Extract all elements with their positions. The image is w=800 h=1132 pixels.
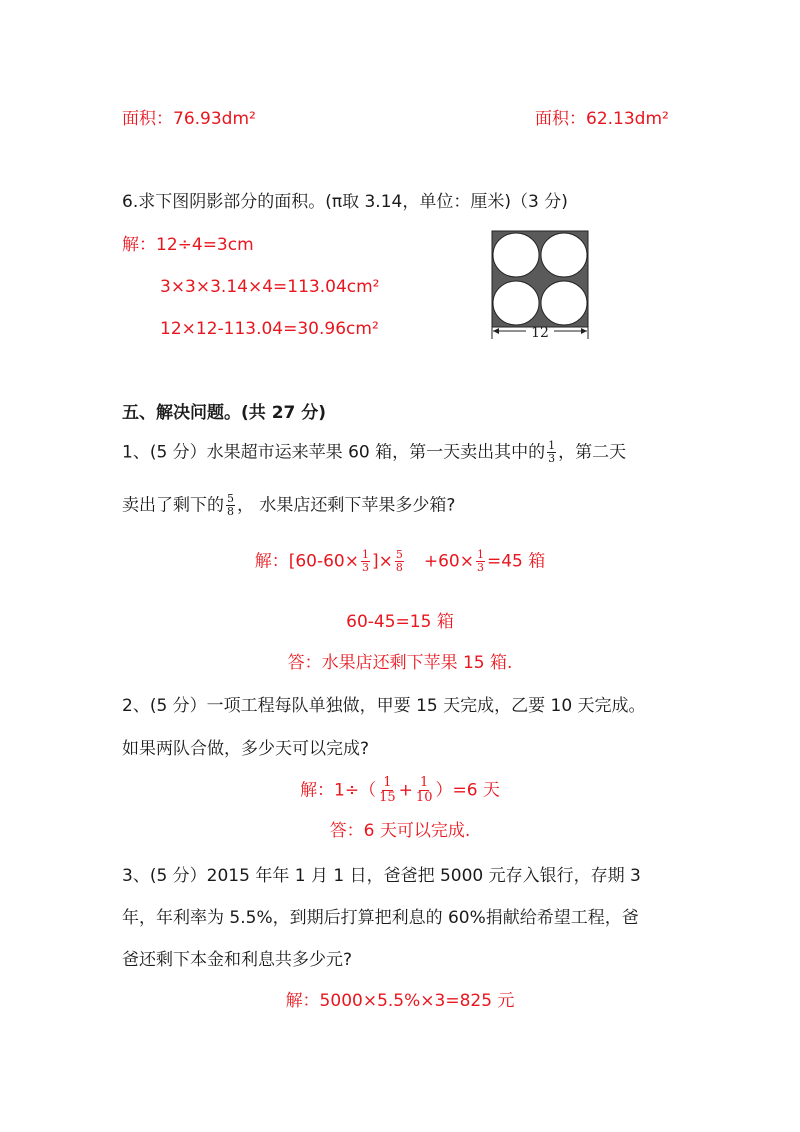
solution-fraction: $\frac{5}{8}$ — [395, 548, 403, 574]
p3-line1: 3、(5 分）2015 年年 1 月 1 日，爸爸把 5000 元存入银行，存期 3 — [122, 866, 641, 886]
p2-line1: 2、(5 分）一项工程每队单独做，甲要 15 天完成，乙要 10 天完成。 — [122, 696, 646, 716]
p1-fraction-five-eighths: $\frac{5}{8}$ — [227, 492, 234, 518]
figure-circle — [541, 281, 587, 325]
p1-answer: 答：水果店还剩下苹果 15 箱. — [287, 653, 513, 673]
p1-fraction-one-third: $\frac{1}{3}$ — [548, 439, 556, 465]
solution-fraction: $\frac{1}{3}$ — [477, 548, 484, 574]
p3-line3: 爸还剩下本金和利息共多少元? — [122, 950, 353, 970]
p1-line2 — [122, 493, 455, 518]
shaded-area-figure — [488, 228, 592, 340]
q6-prompt: 6.求下图阴影部分的面积。(π取 3.14，单位：厘米)（3 分) — [122, 192, 568, 212]
q6-solution-line3: 12×12-113.04=30.96cm² — [160, 319, 379, 339]
area-result-left: 面积：76.93dm² — [122, 109, 256, 129]
p3-line2: 年，年利率为 5.5%，到期后打算把利息的 60%捐献给希望工程，爸 — [122, 908, 639, 928]
figure-circle — [493, 281, 539, 325]
dimension-label: 12 — [531, 325, 549, 340]
area-result-right: 面积：62.13dm² — [535, 109, 669, 129]
p1-text-d: ， 水果店还剩下苹果多少箱? — [237, 495, 456, 516]
p3-solution: 解：5000×5.5%×3=825 元 — [285, 991, 515, 1011]
p2-answer: 答：6 天可以完成. — [329, 821, 471, 841]
solution-fraction: $\frac{1}{3}$ — [361, 548, 369, 574]
solution-fraction: $\frac{1}{15}$ — [379, 775, 396, 805]
arrow-right-icon — [581, 328, 587, 334]
solution-fraction: $\frac{1}{10}$ — [415, 775, 433, 805]
p2-line2: 如果两队合做，多少天可以完成? — [122, 739, 370, 759]
q6-solution-line2: 3×3×3.14×4=113.04cm² — [160, 277, 380, 297]
p1-line1 — [122, 440, 626, 465]
figure-circle — [541, 233, 587, 277]
p1-text-c: 卖出了剩下的 — [122, 495, 224, 516]
figure-circle — [493, 233, 539, 277]
p1-solution-line2: 60-45=15 箱 — [346, 612, 454, 632]
q6-solution-line1: 解：12÷4=3cm — [122, 235, 254, 255]
p2-solution: 解：1÷（ $\frac{1}{15}$ + $\frac{1}{10}$ ）=6 天 — [300, 775, 500, 805]
p1-solution-line1: 解：[60-60× $\frac{1}{3}$ ]× $\frac{5}{8}$ +60× $\frac{1}{3}$ =45 箱 — [254, 548, 546, 574]
section-title: 五、解决问题。(共 27 分) — [122, 403, 327, 423]
p1-text-a: 1、(5 分）水果超市运来苹果 60 箱，第一天卖出其中的 — [122, 442, 546, 463]
p1-text-b: ，第二天 — [558, 442, 627, 463]
arrow-left-icon — [493, 328, 499, 334]
